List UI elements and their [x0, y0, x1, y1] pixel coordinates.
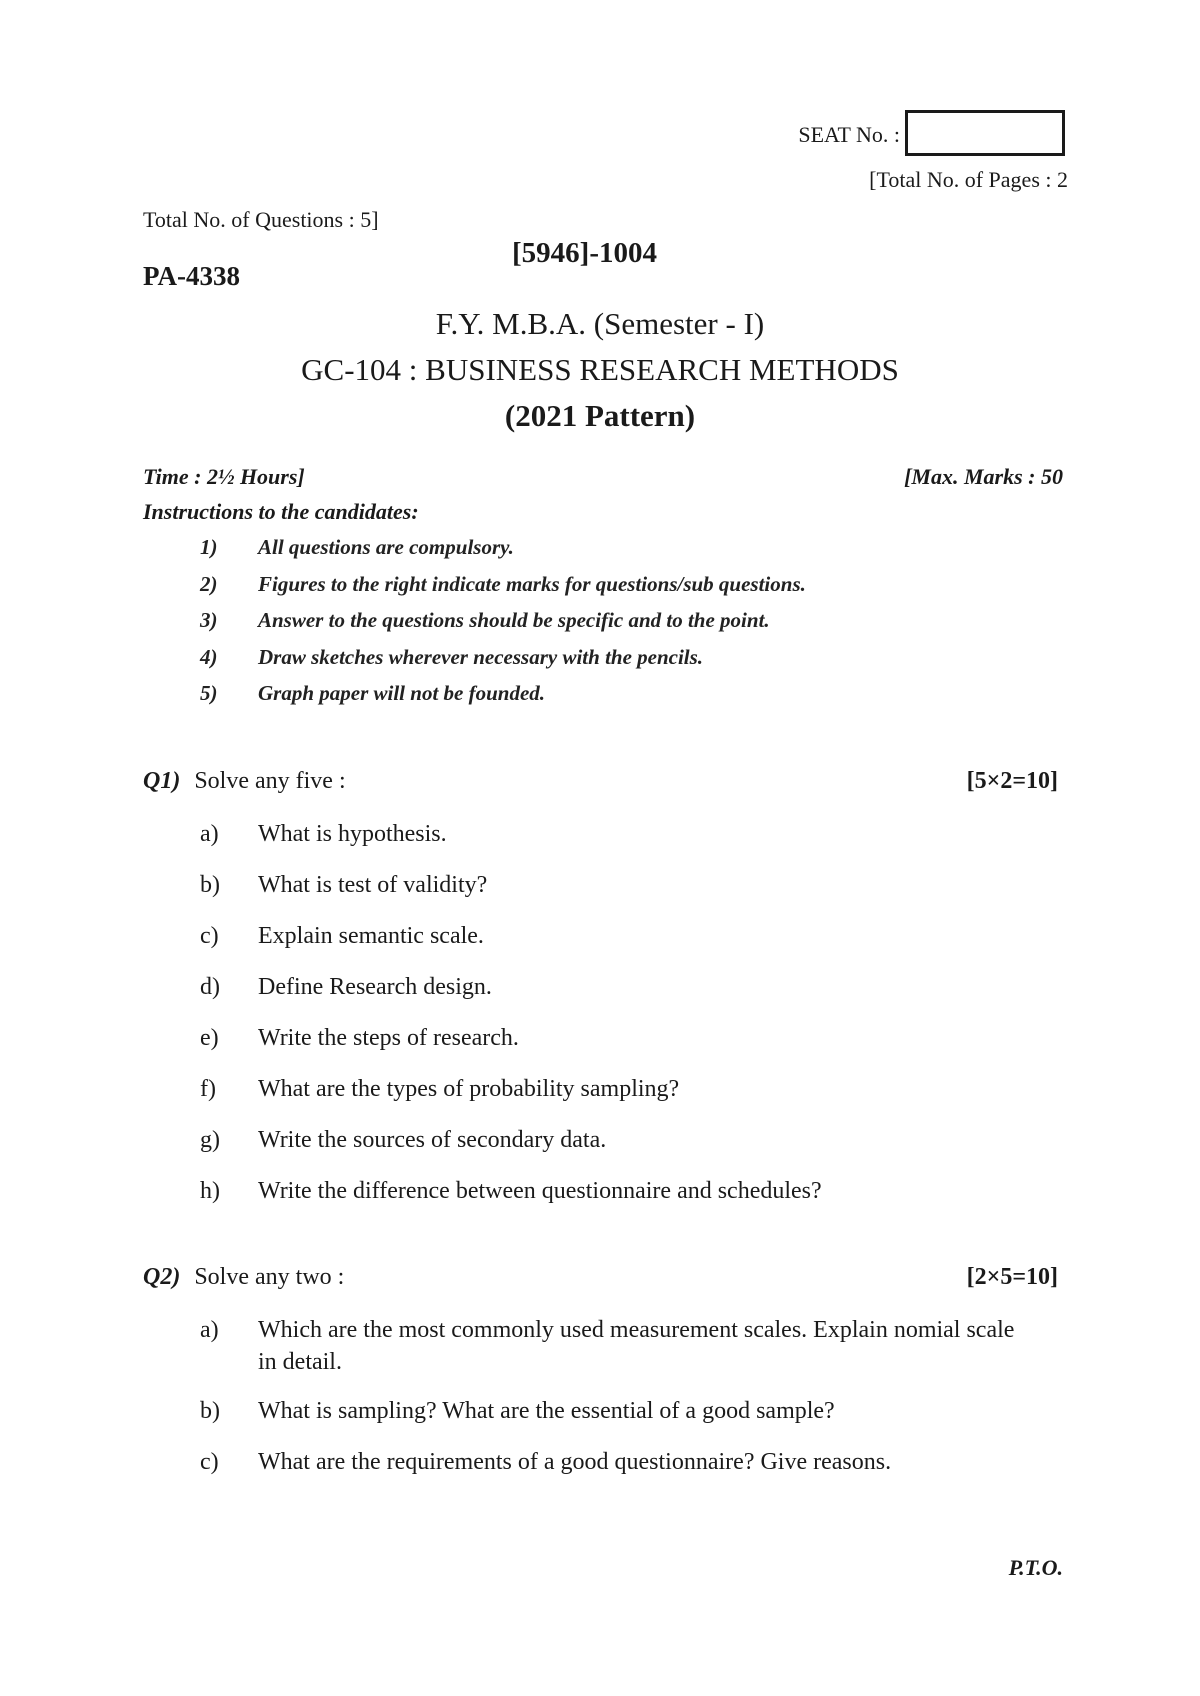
instruction-text: Answer to the questions should be specific and to the point. [258, 608, 770, 632]
item-letter: b) [200, 872, 220, 898]
item-letter: g) [200, 1127, 220, 1153]
question-1-item [200, 1022, 1060, 1054]
question-1-prompt: Solve any five : [194, 768, 346, 794]
item-letter: a) [200, 821, 219, 847]
question-1-header [143, 768, 1058, 795]
item-letter: h) [200, 1178, 220, 1204]
item-letter: c) [200, 1449, 219, 1475]
question-2-number: Q2) [143, 1264, 181, 1290]
item-text: Write the difference between questionnaire and schedules? [258, 1178, 822, 1204]
question-1-item [200, 818, 1060, 850]
instruction-number: 3) [200, 608, 218, 632]
question-2-header [143, 1264, 1058, 1291]
instruction-number: 5) [200, 681, 218, 705]
instruction-item [200, 645, 1100, 682]
item-text: What is hypothesis. [258, 821, 447, 847]
question-1-item [200, 971, 1060, 1003]
max-marks: [Max. Marks : 50 [904, 464, 1063, 489]
question-2-item [200, 1314, 1060, 1378]
item-letter: b) [200, 1398, 220, 1424]
question-1-item [200, 1073, 1060, 1105]
question-1-item [200, 869, 1060, 901]
question-1-item [200, 1175, 1060, 1207]
instruction-text: Graph paper will not be founded. [258, 681, 546, 705]
question-1-item [200, 1124, 1060, 1156]
item-text: Explain semantic scale. [258, 923, 484, 949]
question-1-list [200, 818, 1060, 1226]
course-title: F.Y. M.B.A. (Semester - I) [435, 306, 765, 341]
exam-time: Time : 2½ Hours] [143, 464, 305, 489]
question-1-prompt-wrap [143, 768, 346, 795]
instruction-item [200, 572, 1100, 609]
item-letter: f) [200, 1076, 216, 1102]
question-2-prompt: Solve any two : [194, 1264, 345, 1290]
item-text: What are the requirements of a good questionnaire? Give reasons. [258, 1449, 892, 1475]
item-letter: a) [200, 1317, 219, 1343]
instruction-number: 4) [200, 644, 218, 669]
total-pages: [Total No. of Pages : 2 [869, 167, 1068, 192]
pattern-title: (2021 Pattern) [504, 398, 696, 433]
instruction-text: All questions are compulsory. [258, 535, 514, 559]
instruction-number: 1) [200, 535, 218, 559]
total-questions: Total No. of Questions : 5] [143, 207, 379, 232]
seat-number-box [905, 110, 1065, 156]
question-1-item [200, 920, 1060, 952]
question-2-list [200, 1314, 1060, 1497]
subject-title: GC-104 : BUSINESS RESEARCH METHODS [301, 352, 899, 387]
item-text: Write the sources of secondary data. [258, 1127, 607, 1153]
item-text: Which are the most commonly used measurement scales. Explain nomial scale in detail. [258, 1317, 1015, 1375]
item-letter: d) [200, 974, 220, 1000]
seat-number-label: SEAT No. : [798, 122, 900, 147]
item-letter: e) [200, 1025, 219, 1051]
item-text: What are the types of probability sampling? [258, 1076, 680, 1102]
instruction-item [200, 608, 1100, 645]
instructions-list [200, 535, 1100, 718]
item-text: What is test of validity? [258, 872, 488, 898]
question-2-item [200, 1395, 1060, 1427]
paper-code: [5946]-1004 [512, 237, 657, 269]
question-2-marks: [2×5=10] [966, 1264, 1058, 1290]
item-letter: c) [200, 923, 219, 949]
pa-code: PA-4338 [143, 261, 240, 291]
item-text: What is sampling? What are the essential of a good sample? [258, 1398, 835, 1424]
instruction-text: Figures to the right indicate marks for questions/sub questions. [258, 571, 806, 596]
question-1-marks: [5×2=10] [966, 768, 1058, 794]
question-2-item [200, 1446, 1060, 1478]
please-turn-over: P.T.O. [1008, 1555, 1063, 1580]
instruction-number: 2) [200, 571, 218, 596]
question-1-number: Q1) [143, 768, 181, 794]
item-text: Write the steps of research. [258, 1025, 519, 1051]
instructions-heading: Instructions to the candidates: [143, 499, 419, 524]
question-2-prompt-wrap [143, 1264, 344, 1291]
item-text: Define Research design. [258, 974, 492, 1000]
instruction-item [200, 681, 1100, 718]
instruction-text: Draw sketches wherever necessary with the pencils. [258, 644, 704, 669]
instruction-item [200, 535, 1100, 572]
